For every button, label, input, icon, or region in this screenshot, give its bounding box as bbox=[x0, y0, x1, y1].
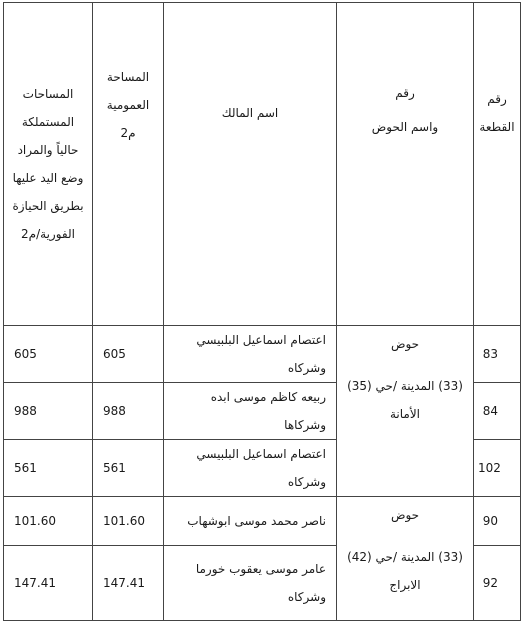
expropriated-area-cell: 605 bbox=[4, 326, 93, 383]
total-area-cell: 101.60 bbox=[93, 497, 164, 546]
header-expropriated-area bbox=[4, 3, 93, 326]
header-text: رقم bbox=[395, 86, 415, 100]
plot-number-cell: 90 bbox=[474, 497, 521, 546]
table-header-row bbox=[4, 3, 521, 326]
district-label: حوض bbox=[390, 337, 420, 351]
district-cell bbox=[337, 497, 474, 621]
owner-line: عامر موسى يعقوب خورما bbox=[195, 562, 326, 576]
district-line: (33) المدينة /حي (42) bbox=[347, 550, 463, 564]
total-area-cell: 988 bbox=[93, 383, 164, 440]
header-text: اسم المالك bbox=[221, 106, 279, 120]
header-text: واسم الحوض bbox=[371, 120, 439, 134]
owner-cell: ناصر محمد موسى ابوشهاب bbox=[164, 497, 337, 546]
district-label: حوض bbox=[390, 508, 420, 522]
header-text: الفورية/م2 bbox=[21, 227, 75, 241]
district-line: الأمانة bbox=[389, 407, 421, 421]
owner-cell: اعتصام اسماعيل البلبيسي وشركاه bbox=[164, 440, 337, 497]
plot-number-cell: 83 bbox=[474, 326, 521, 383]
expropriated-area-cell: 561 bbox=[4, 440, 93, 497]
header-text: العمومية bbox=[106, 98, 150, 112]
district-cell bbox=[337, 326, 474, 497]
header-text: رقم bbox=[487, 92, 507, 106]
expropriated-area-cell: 147.41 bbox=[4, 546, 93, 621]
total-area-cell: 147.41 bbox=[93, 546, 164, 621]
expropriated-area-cell: 988 bbox=[4, 383, 93, 440]
expropriated-area-cell: 101.60 bbox=[4, 497, 93, 546]
plot-number-cell: 84 bbox=[474, 383, 521, 440]
table-row bbox=[4, 326, 521, 383]
total-area-cell: 605 bbox=[93, 326, 164, 383]
district-line: (33) المدينة /حي (35) bbox=[347, 379, 463, 393]
header-text: حالياً والمراد bbox=[17, 143, 79, 157]
header-text: م2 bbox=[120, 126, 136, 140]
plot-number-cell: 102 bbox=[474, 440, 521, 497]
header-text: بطريق الحيازة bbox=[12, 199, 84, 213]
header-text: وضع اليد عليها bbox=[12, 171, 84, 185]
spacer bbox=[341, 529, 469, 543]
land-plots-table bbox=[3, 2, 521, 621]
header-text: القطعة bbox=[479, 120, 515, 134]
table-row bbox=[4, 497, 521, 546]
district-line: الابراج bbox=[389, 578, 421, 592]
owner-cell bbox=[164, 546, 337, 621]
header-owner-name bbox=[164, 3, 337, 326]
header-text: المستملكة bbox=[21, 115, 75, 129]
header-total-area bbox=[93, 3, 164, 326]
plot-number-cell: 92 bbox=[474, 546, 521, 621]
owner-cell: اعتصام اسماعيل البلبيسي وشركاه bbox=[164, 326, 337, 383]
header-district bbox=[337, 3, 474, 326]
total-area-cell: 561 bbox=[93, 440, 164, 497]
header-text: المساحة bbox=[106, 70, 150, 84]
owner-cell: ربيعه كاظم موسى ابده وشركاها bbox=[164, 383, 337, 440]
header-text: المساحات bbox=[22, 87, 74, 101]
owner-line: وشركاه bbox=[287, 590, 326, 604]
header-plot-number bbox=[474, 3, 521, 326]
spacer bbox=[341, 358, 469, 372]
